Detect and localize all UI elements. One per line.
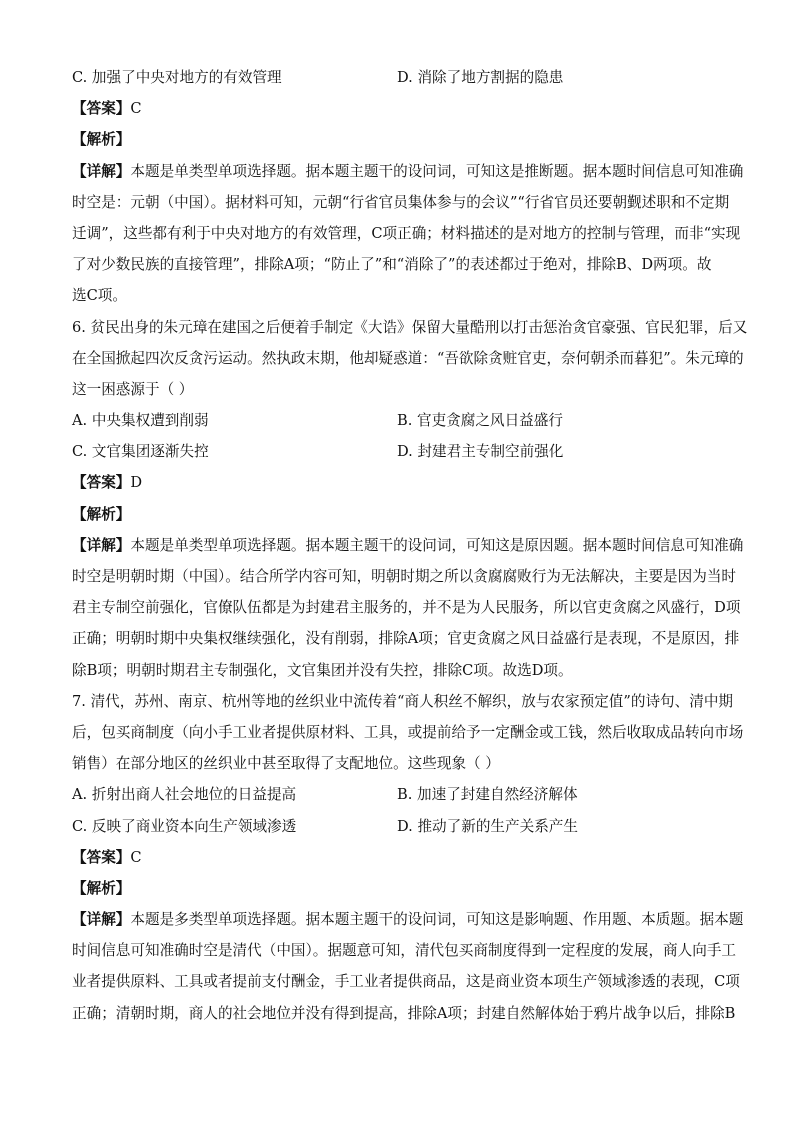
- q7-option-b[interactable]: B. 加速了封建自然经济解体: [397, 786, 578, 804]
- q7-answer: [72, 842, 724, 873]
- q7-detail-line-2: 时间信息可知准确时空是清代（中国）。据题意可知，清代包买商制度得到一定程度的发展，商人向手工: [72, 942, 737, 960]
- answer-label: 【答案】: [72, 848, 131, 866]
- q7-detail-line-3: 业者提供原料、工具或者提前支付酬金，手工业者提供商品，这是商业资本项生产领域渗透的表现，C项: [72, 973, 740, 991]
- q7-detail-line-1: [72, 904, 744, 935]
- detail-text: 本题是单类型单项选择题。据本题主题干的设问词，可知这是推断题。据本题时间信息可知准确: [130, 162, 744, 180]
- q7-options-cd: [72, 811, 724, 842]
- detail-text: 本题是单类型单项选择题。据本题主题干的设问词，可知这是原因题。据本题时间信息可知准确: [130, 536, 744, 554]
- q5-detail-line-3: 迁调”，这些都有利于中央对地方的有效管理，C项正确；材料描述的是对地方的控制与管理，而非“实现: [72, 224, 741, 242]
- q6-options-ab: [72, 405, 724, 436]
- q7-options-ab: [72, 779, 724, 810]
- q7-stem-line-1: 7. 清代，苏州、南京、杭州等地的丝织业中流传着“商人积丝不解织，放与农家预定值”的诗句、清中期: [72, 692, 734, 710]
- q6-answer: [72, 467, 724, 498]
- q6-analysis-heading: [72, 499, 724, 530]
- q7-option-a[interactable]: A. 折射出商人社会地位的日益提高: [72, 786, 297, 804]
- q6-stem-line-2: 在全国掀起四次反贪污运动。然执政末期，他却疑惑道：“吾欲除贪赃官吏，奈何朝杀而暮犯”。朱元璋的: [72, 349, 744, 367]
- q5-answer: [72, 93, 724, 124]
- analysis-label: 【解析】: [72, 505, 131, 523]
- answer-label: 【答案】: [72, 474, 131, 492]
- q5-option-d[interactable]: D. 消除了地方割据的隐患: [397, 69, 564, 86]
- analysis-label: 【解析】: [72, 131, 131, 149]
- q5-detail-line-1: [72, 156, 744, 187]
- detail-text: 本题是多类型单项选择题。据本题主题干的设问词，可知这是影响题、作用题、本质题。据本题: [130, 911, 744, 929]
- detail-label: 【详解】: [72, 911, 131, 929]
- q6-option-b[interactable]: B. 官吏贪腐之风日益盛行: [397, 412, 563, 430]
- q6-detail-line-2: 时空是明朝时期（中国）。结合所学内容可知，明朝时期之所以贪腐腐败行为无法解决，主要是因为当时: [72, 568, 737, 585]
- q5-detail-line-5: 选C项。: [72, 287, 127, 305]
- q7-option-c[interactable]: C. 反映了商业资本向生产领域渗透: [72, 817, 297, 835]
- answer-label: 【答案】: [72, 100, 131, 118]
- q6-option-a[interactable]: A. 中央集权遭到削弱: [72, 412, 209, 430]
- answer-value: D: [130, 474, 143, 492]
- document-page: [72, 62, 748, 1029]
- detail-label: 【详解】: [72, 536, 131, 554]
- detail-label: 【详解】: [72, 162, 131, 180]
- q7-analysis-heading: [72, 873, 724, 904]
- q6-detail-line-3: 君主专制空前强化，官僚队伍都是为封建君主服务的，并不是为人民服务，所以官吏贪腐之风盛行，D项: [72, 599, 741, 617]
- q6-stem-line-1: 6. 贫民出身的朱元璋在建国之后便着手制定《大诰》保留大量酷刑以打击惩治贪官豪强、官民犯罪，后又: [72, 318, 748, 336]
- q6-stem-line-3: 这一困惑源于（ ）: [72, 380, 194, 398]
- q6-detail-line-5: 除B项；明朝时期君主专制强化，文官集团并没有失控，排除C项。故选D项。: [72, 661, 573, 679]
- q5-detail-line-4: 了对少数民族的直接管理”，排除A项；“防止了”和“消除了”的表述都过于绝对，排除B、D两项。故: [72, 256, 712, 274]
- q5-option-c[interactable]: C. 加强了中央对地方的有效管理: [72, 69, 282, 86]
- q7-option-d[interactable]: D. 推动了新的生产关系产生: [397, 817, 578, 835]
- q6-option-d[interactable]: D. 封建君主专制空前强化: [397, 443, 564, 461]
- answer-value: C: [130, 848, 142, 866]
- q5-detail-line-2: 时空是：元朝（中国）。据材料可知，元朝“行省官员集体参与的会议”“行省官员还要朝觐述职和不定期: [72, 193, 730, 211]
- q7-detail-line-4: 正确；清朝时期，商人的社会地位并没有得到提高，排除A项；封建自然解体始于鸦片战争以后，排除B: [72, 1004, 736, 1022]
- q5-analysis-heading: [72, 124, 724, 155]
- q7-stem-line-3: 销售）在部分地区的丝织业中甚至取得了支配地位。这些现象（ ）: [72, 755, 500, 773]
- q5-options-cd: [72, 62, 724, 93]
- q6-detail-line-1: [72, 530, 744, 561]
- answer-value: C: [130, 100, 142, 118]
- q6-option-c[interactable]: C. 文官集团逐渐失控: [72, 443, 209, 461]
- q7-stem-line-2: 后，包买商制度（向小手工业者提供原材料、工具，或提前给予一定酬金或工钱，然后收取成品转向市场: [72, 723, 744, 741]
- q6-detail-line-4: 正确；明朝时期中央集权继续强化，没有削弱，排除A项；官吏贪腐之风日益盛行是表现，不是原因，排: [72, 630, 740, 648]
- analysis-label: 【解析】: [72, 879, 131, 897]
- q6-options-cd: [72, 436, 724, 467]
